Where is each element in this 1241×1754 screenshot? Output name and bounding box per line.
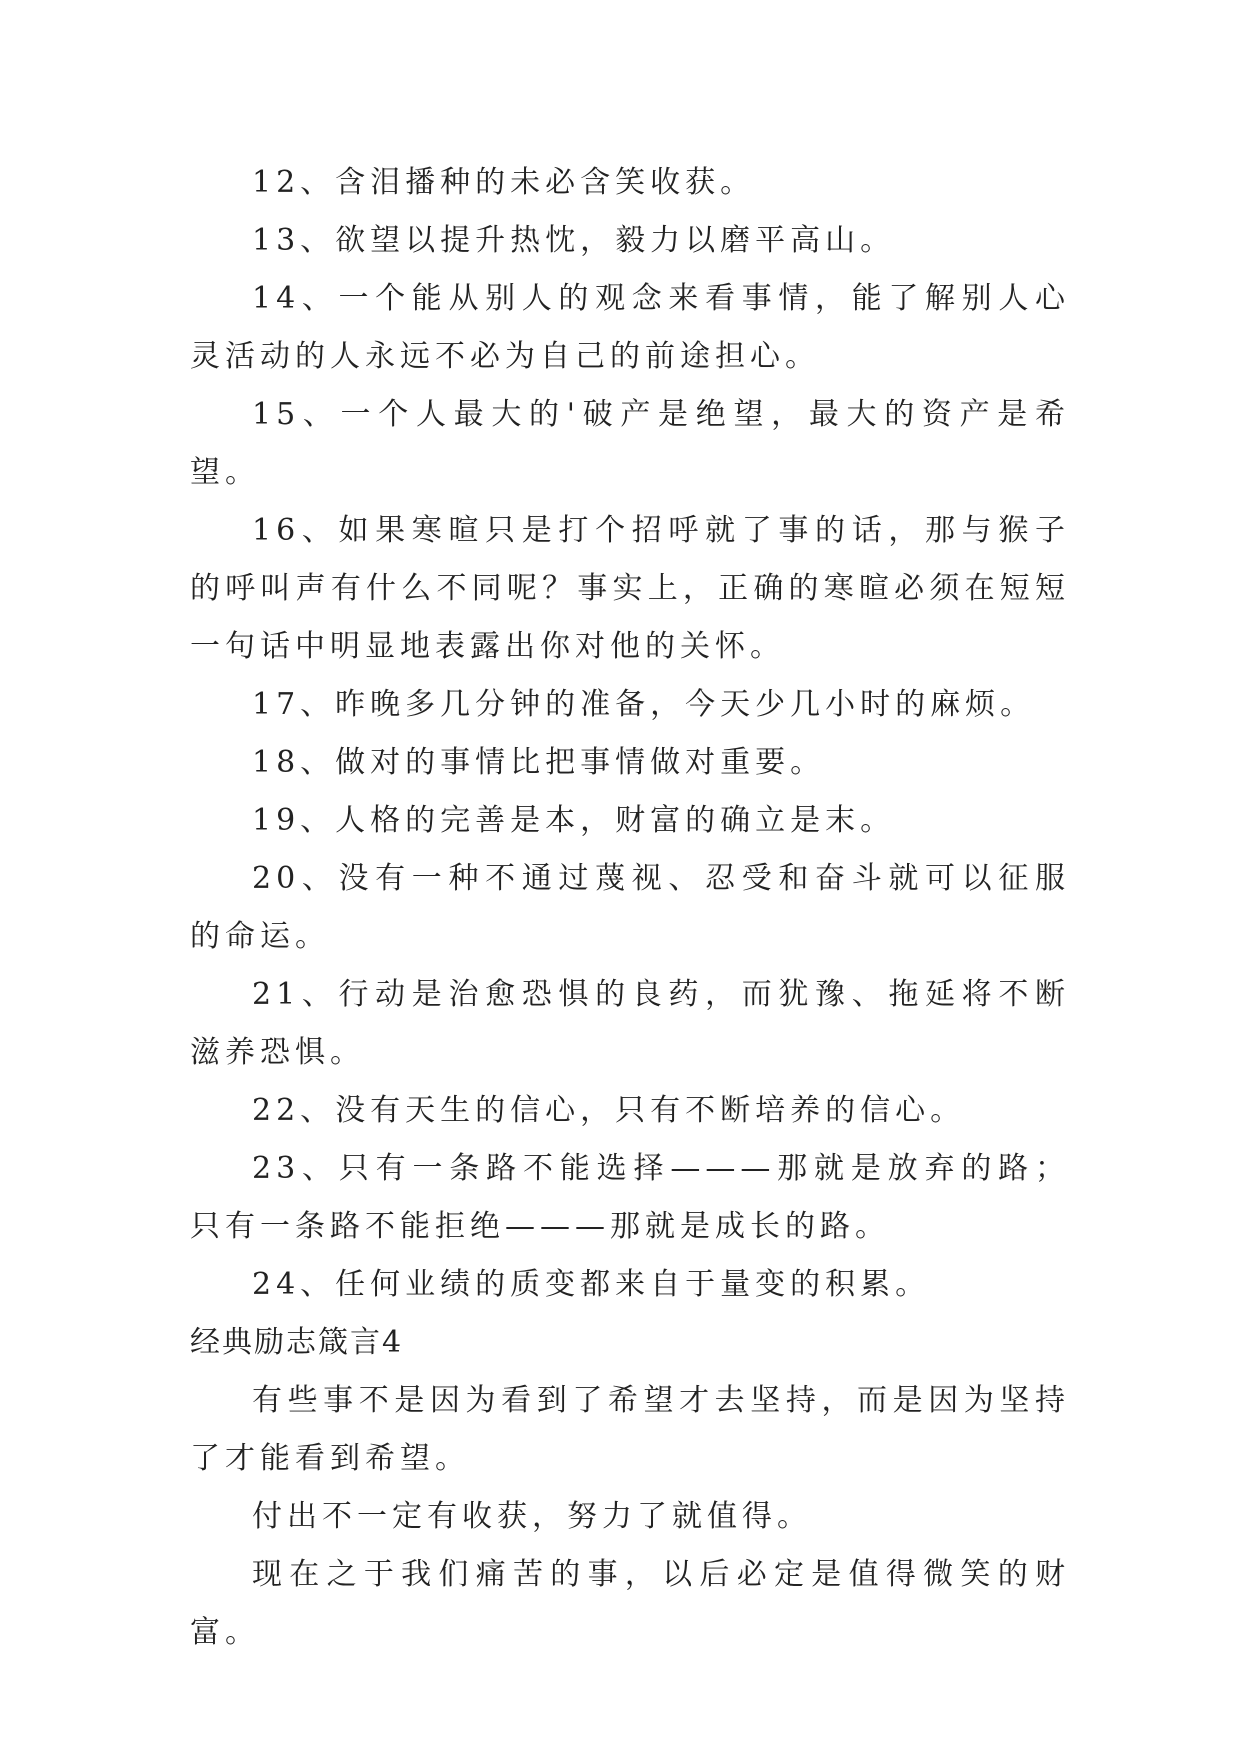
quote-13: 13、欲望以提升热忱，毅力以磨平高山。 xyxy=(252,223,896,258)
quote-16: 16、如果寒暄只是打个招呼就了事的话，那与猴子的呼叫声有什么不同呢？事实上，正确的寒暄必须在短短一句话中明显地表露出你对他的关怀。 xyxy=(190,513,1070,664)
quote-22: 22、没有天生的信心，只有不断培养的信心。 xyxy=(252,1093,966,1128)
document-body xyxy=(190,154,1070,1662)
quote-17: 17、昨晚多几分钟的准备，今天少几小时的麻烦。 xyxy=(252,687,1036,722)
quote-21: 21、行动是治愈恐惧的良药，而犹豫、拖延将不断滋养恐惧。 xyxy=(190,977,1070,1070)
quote-19: 19、人格的完善是本，财富的确立是末。 xyxy=(252,803,896,838)
quote-effort: 付出不一定有收获，努力了就值得。 xyxy=(252,1499,812,1534)
quote-pain-wealth: 现在之于我们痛苦的事，以后必定是值得微笑的财富。 xyxy=(190,1557,1070,1650)
quote-23: 23、只有一条路不能选择———那就是放弃的路；只有一条路不能拒绝———那就是成长的路。 xyxy=(190,1151,1070,1244)
quote-persistence: 有些事不是因为看到了希望才去坚持，而是因为坚持了才能看到希望。 xyxy=(190,1383,1070,1476)
quote-14: 14、一个能从别人的观念来看事情，能了解别人心灵活动的人永远不必为自己的前途担心。 xyxy=(190,281,1070,374)
quote-18: 18、做对的事情比把事情做对重要。 xyxy=(252,745,826,780)
section-heading: 经典励志箴言4 xyxy=(190,1325,404,1360)
quote-20: 20、没有一种不通过蔑视、忍受和奋斗就可以征服的命运。 xyxy=(190,861,1070,954)
quote-15: 15、一个人最大的'破产是绝望，最大的资产是希望。 xyxy=(190,397,1070,490)
quote-12: 12、含泪播种的未必含笑收获。 xyxy=(252,165,756,200)
quote-24: 24、任何业绩的质变都来自于量变的积累。 xyxy=(252,1267,931,1302)
